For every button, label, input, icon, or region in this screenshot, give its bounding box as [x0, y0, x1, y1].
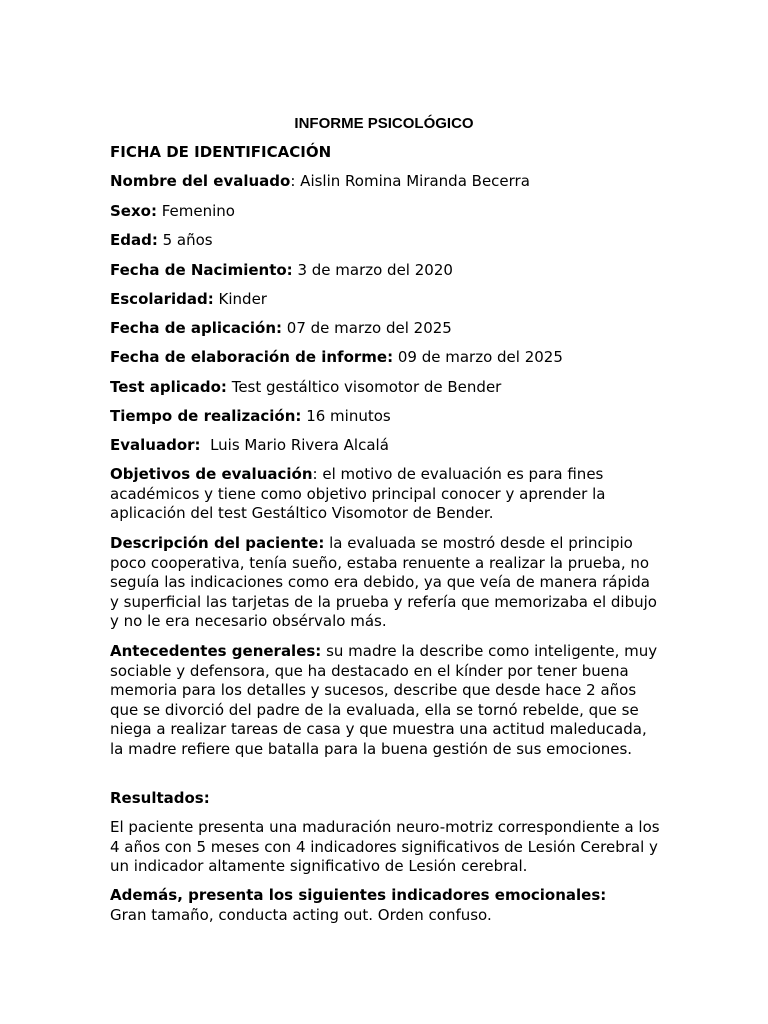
antecedentes-text: su madre la describe como inteligente, muy sociable y defensora, que ha destacado en el kínder por tener buena memoria para los detalles y sucesos, describe que desde hace 2 años que se divorció del padre de la evaluada, ella se tornó rebelde, que se niega a realizar tareas de casa y que muestra una actitud maleducada, la madre refiere que batalla para la buena gestión de sus emociones. [110, 642, 658, 758]
field-label: Sexo: [110, 202, 157, 220]
resultados-heading: Resultados: [110, 789, 210, 807]
field-escolaridad [110, 290, 662, 310]
field-aplicacion [110, 319, 662, 339]
section-heading: FICHA DE IDENTIFICACIÓN [110, 143, 332, 161]
field-edad [110, 231, 662, 251]
objetivos-label: Objetivos de evaluación [110, 465, 313, 483]
emocionales-text: Gran tamaño, conducta acting out. Orden confuso. [110, 905, 492, 924]
field-value: 3 de marzo del 2020 [292, 261, 453, 279]
field-label: Edad: [110, 231, 158, 249]
field-tiempo [110, 407, 662, 427]
resultados-text: El paciente presenta una maduración neuro-motriz correspondiente a los 4 años con 5 meses con 4 indicadores significativos de Lesión Cerebral y un indicador altamente significativo de Lesión cerebral. [110, 818, 660, 876]
field-value: : Aislin Romina Miranda Becerra [290, 172, 530, 190]
antecedentes-label: Antecedentes generales: [110, 642, 322, 660]
field-label: Fecha de aplicación: [110, 319, 283, 337]
field-value: Femenino [156, 202, 235, 220]
field-sexo [110, 202, 662, 222]
field-label: Nombre del evaluado [110, 172, 291, 190]
field-nacimiento [110, 261, 662, 281]
field-evaluador [110, 436, 662, 456]
descripcion-text: la evaluada se mostró desde el principio poco cooperativa, tenía sueño, estaba renuente a realizar la prueba, no seguía las indicaciones como era debido, ya que veía de manera rápida y superficial las tarjetas de la prueba y refería que memorizaba el dibujo y no le era necesario obsérvalo más. [110, 534, 657, 631]
field-value: Kinder [213, 290, 267, 308]
field-value: 5 años [157, 231, 213, 249]
field-label: Fecha de Nacimiento: [110, 261, 293, 279]
field-elaboracion [110, 348, 662, 368]
field-label: Fecha de elaboración de informe: [110, 348, 394, 366]
objetivos-text: : el motivo de evaluación es para fines académicos y tiene como objetivo principal conocer y aprender la aplicación del test Gestáltico Visomotor de Bender. [110, 465, 606, 523]
field-value: Test gestáltico visomotor de Bender [226, 378, 502, 396]
objetivos-paragraph [110, 465, 662, 524]
field-nombre [110, 172, 662, 192]
descripcion-paragraph [110, 534, 662, 632]
field-value: 07 de marzo del 2025 [282, 319, 452, 337]
field-test [110, 378, 662, 398]
descripcion-label: Descripción del paciente: [110, 534, 325, 552]
emocionales-label: Además, presenta los siguientes indicadores emocionales: [110, 886, 607, 904]
document-title: INFORME PSICOLÓGICO [294, 115, 474, 132]
field-value: 16 minutos [301, 407, 391, 425]
field-label: Test aplicado: [110, 378, 227, 396]
field-label: Evaluador: [110, 436, 201, 454]
antecedentes-paragraph [110, 642, 662, 760]
emocionales-paragraph [110, 886, 662, 925]
field-label: Escolaridad: [110, 290, 214, 308]
field-label: Tiempo de realización: [110, 407, 302, 425]
field-value: 09 de marzo del 2025 [393, 348, 563, 366]
field-value: Luis Mario Rivera Alcalá [200, 436, 389, 454]
